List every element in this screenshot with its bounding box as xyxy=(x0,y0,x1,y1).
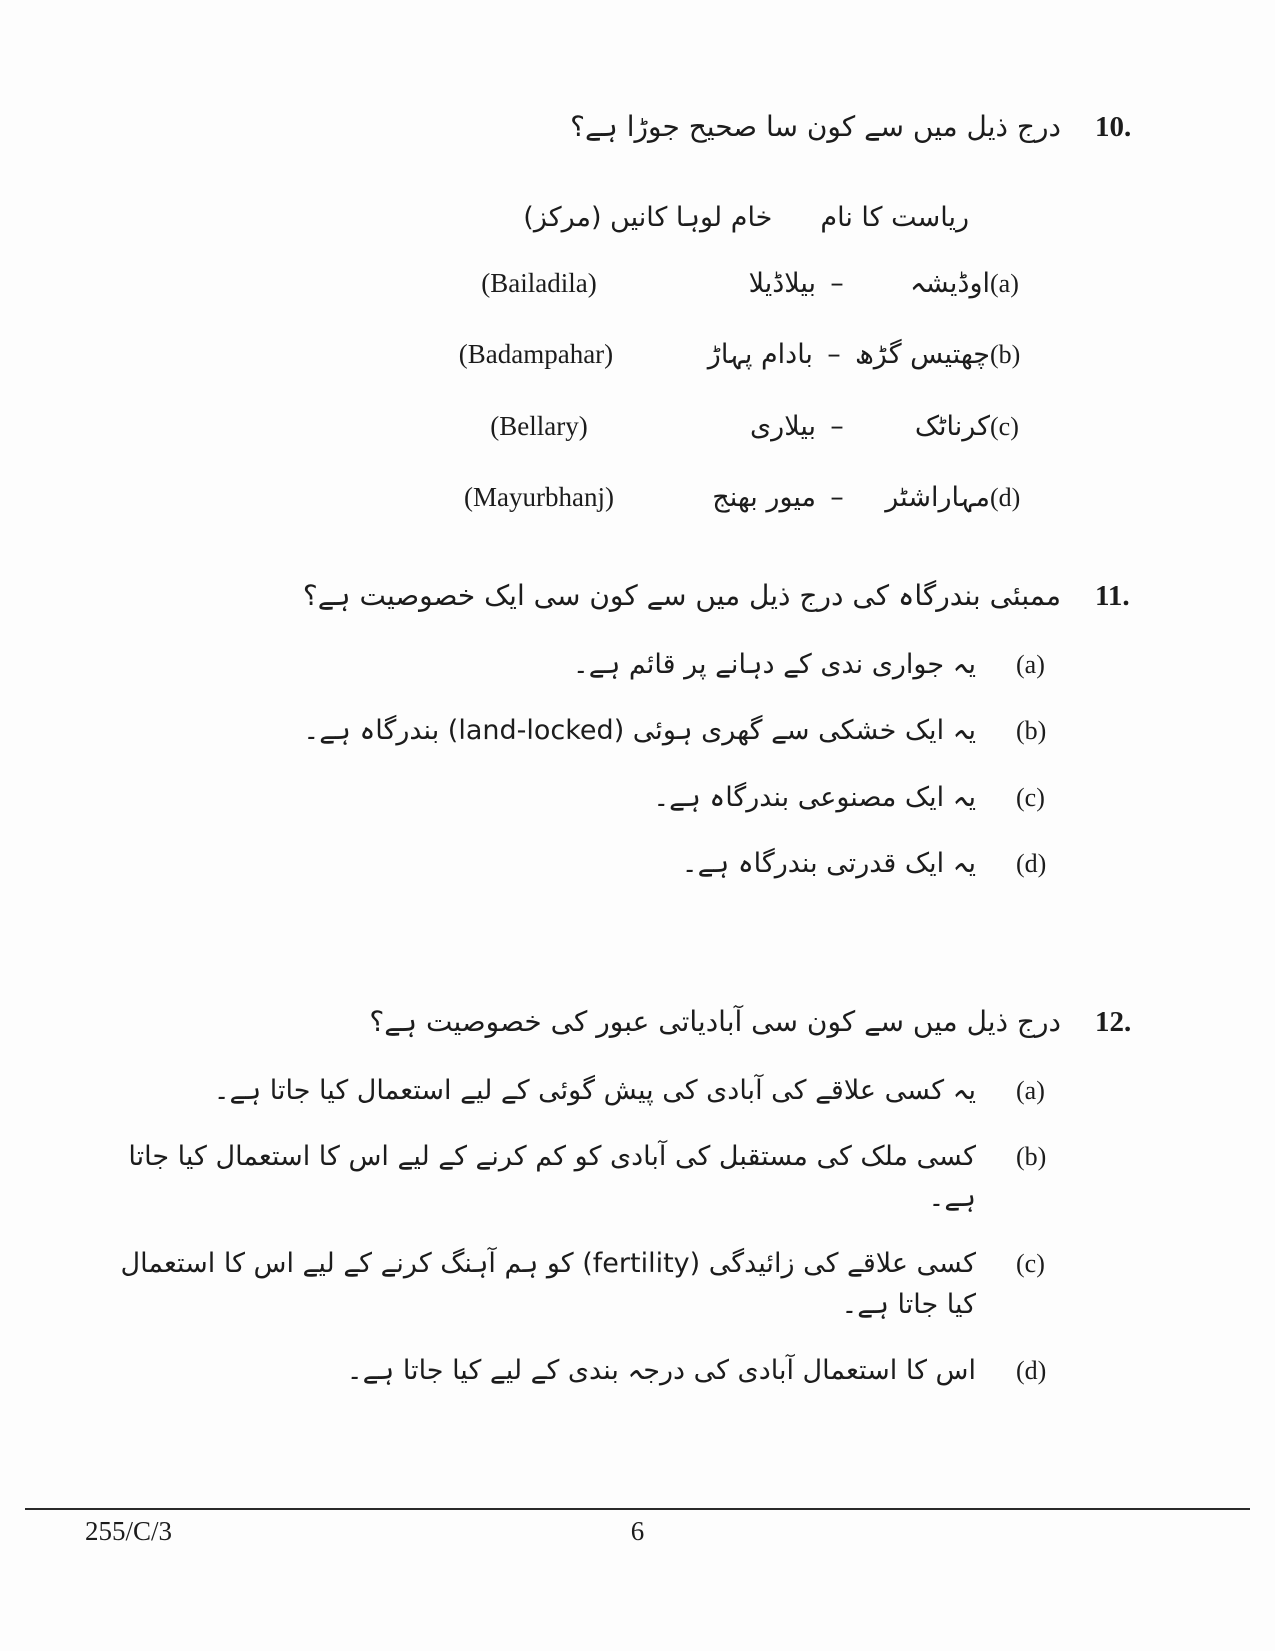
question-10-heading xyxy=(100,105,1147,150)
mine-name: بادام پہاڑ xyxy=(707,339,813,371)
state-name: کرناٹک xyxy=(914,410,990,442)
state-name: مہاراشٹر xyxy=(885,482,990,514)
question-10-option-a xyxy=(100,263,1147,305)
state-column-header: ریاست کا نام xyxy=(820,201,969,233)
dash-separator: – xyxy=(830,410,844,442)
footer-divider xyxy=(25,1508,1250,1510)
option-text: کسی علاقے کی زائیدگی (fertility) کو ہم آہنگ کرنے کے لیے اس کا استعمال کیا جاتا ہے۔ xyxy=(120,1248,976,1320)
page-content xyxy=(100,105,1147,1392)
dash-separator: – xyxy=(830,482,844,514)
question-11-option-c xyxy=(100,778,1147,819)
option-label: (c) xyxy=(990,411,1019,441)
option-label: (b) xyxy=(1016,716,1047,746)
dash-separator: – xyxy=(827,339,841,371)
mine-column-header: خام لوہا کانیں (مرکز) xyxy=(523,201,773,233)
question-10-number: 10. xyxy=(1095,111,1132,143)
question-10-option-d xyxy=(100,477,1147,519)
question-12-number: 12. xyxy=(1095,1005,1132,1038)
option-text: یہ کسی علاقے کی آبادی کی پیش گوئی کے لیے استعمال کیا جاتا ہے۔ xyxy=(213,1074,976,1106)
mine-name-english: (Bellary) xyxy=(490,410,588,441)
mine-name-english: (Mayurbhanj) xyxy=(464,482,614,513)
option-label: (a) xyxy=(1016,1075,1045,1105)
dash-separator: – xyxy=(830,267,844,299)
option-label: (b) xyxy=(990,340,1021,370)
question-10-text: درج ذیل میں سے کون سا صحیح جوڑا ہے؟ xyxy=(570,110,1061,143)
question-11-option-d xyxy=(100,844,1147,885)
question-11-number: 11. xyxy=(1095,579,1130,612)
option-text: یہ ایک مصنوعی بندرگاہ ہے۔ xyxy=(653,781,976,813)
option-label: (c) xyxy=(1016,782,1045,812)
option-label: (d) xyxy=(1016,849,1047,879)
option-text: یہ جواری ندی کے دہانے پر قائم ہے۔ xyxy=(572,648,976,680)
question-10-table-header xyxy=(100,202,969,233)
option-label: (d) xyxy=(1016,1356,1047,1386)
question-12-option-c xyxy=(100,1244,1147,1325)
mine-name-english: (Badampahar) xyxy=(458,339,614,370)
question-10-option-b xyxy=(100,334,1147,376)
state-name: اوڈیشہ xyxy=(910,267,990,299)
option-label: (a) xyxy=(1016,649,1045,679)
option-label: (b) xyxy=(1016,1142,1047,1172)
question-10-option-c xyxy=(100,406,1147,448)
question-12 xyxy=(100,1000,1147,1392)
question-11-text: ممبئی بندرگاہ کی درج ذیل میں سے کون سی ایک خصوصیت ہے؟ xyxy=(302,578,1061,612)
option-label: (a) xyxy=(990,268,1019,298)
question-11-heading xyxy=(100,574,1147,619)
question-12-heading xyxy=(100,1000,1147,1045)
mine-name-english: (Bailadila) xyxy=(481,267,597,298)
state-name: چھتیس گڑھ xyxy=(854,339,990,371)
question-11-option-b xyxy=(100,711,1147,752)
option-text: کسی ملک کی مستقبل کی آبادی کو کم کرنے کے لیے اس کا استعمال کیا جاتا ہے۔ xyxy=(128,1141,976,1213)
mine-name: میور بھنج xyxy=(712,482,816,514)
option-label: (c) xyxy=(1016,1249,1045,1279)
option-text: یہ ایک خشکی سے گھری ہوئی (land-locked) بندرگاہ ہے۔ xyxy=(303,715,976,747)
question-10 xyxy=(100,105,1147,519)
question-12-option-b xyxy=(100,1137,1147,1218)
option-label: (d) xyxy=(990,483,1021,513)
option-text: یہ ایک قدرتی بندرگاہ ہے۔ xyxy=(681,848,976,880)
option-text: اس کا استعمال آبادی کی درجہ بندی کے لیے کیا جاتا ہے۔ xyxy=(346,1355,976,1387)
question-11 xyxy=(100,574,1147,885)
question-12-option-a xyxy=(100,1071,1147,1112)
page-number: 6 xyxy=(630,1516,645,1546)
question-11-option-a xyxy=(100,645,1147,686)
question-12-option-d xyxy=(100,1351,1147,1392)
paper-code: 255/C/3 xyxy=(85,1516,173,1546)
mine-name: بیلاڈیلا xyxy=(748,267,816,299)
mine-name: بیلاری xyxy=(750,410,816,442)
question-12-text: درج ذیل میں سے کون سی آبادیاتی عبور کی خصوصیت ہے؟ xyxy=(369,1004,1061,1038)
